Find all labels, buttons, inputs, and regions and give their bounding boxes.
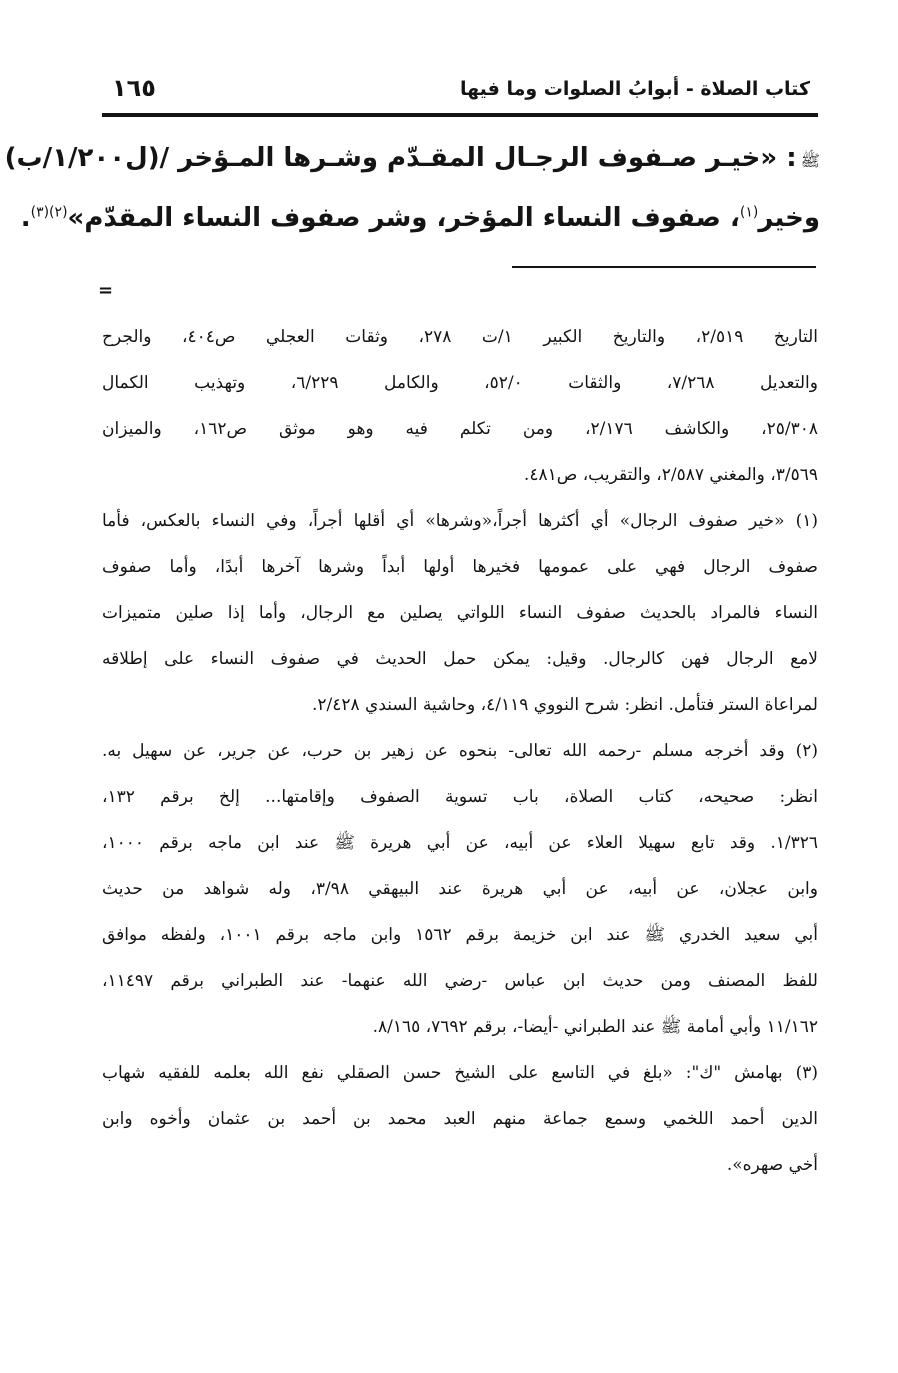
footnote-line-text: بهامش "ك": «بلغ في التاسع على الشيخ حسن الصقلي نفع الله بعلمه للفقيه شهاب xyxy=(102,1063,783,1083)
footnotes xyxy=(102,314,818,1188)
chapter-title: كتاب الصلاة - أبوابُ الصلوات وما فيها xyxy=(459,78,810,100)
continuation-mark: = xyxy=(98,280,114,301)
footnote-number: (٣) xyxy=(795,1063,819,1083)
footnote-line xyxy=(102,1050,818,1096)
hadith-text xyxy=(4,128,820,248)
hadith-line-1 xyxy=(4,128,820,188)
footnote-1 xyxy=(102,498,818,728)
footnote-line xyxy=(102,498,818,544)
footnote-line: التاريخ ٢/٥١٩، والتاريخ الكبير ١/ت ٢٧٨، وثقات العجلي ص٤٠٤، والجرح xyxy=(102,327,818,347)
footnote-line: صفوف الرجال فهي على عمومها فخيرها أولها أبداً وشرها آخرها أبدًا، وأما صفوف xyxy=(102,557,818,577)
footnote-number: (١) xyxy=(795,511,819,531)
footnote-line: لامع الرجال فهن كالرجال. وقيل: يمكن حمل الحديث في صفوف النساء على إطلاقه xyxy=(102,649,818,669)
footnote-separator xyxy=(512,266,816,268)
footnote-ref-1[interactable]: (١) xyxy=(739,204,759,221)
running-header xyxy=(102,72,818,112)
salutation-glyph: ﷺ xyxy=(800,151,820,170)
footnote-line: للفظ المصنف ومن حديث ابن عباس -رضي الله عنهما- عند الطبراني برقم ١١٤٩٧، xyxy=(102,971,818,991)
footnote-line: لمراعاة الستر فتأمل. انظر: شرح النووي ٤/١١٩، وحاشية السندي ٢/٤٢٨. xyxy=(311,695,818,715)
footnote-line: أخي صهره». xyxy=(726,1155,818,1175)
footnote-2 xyxy=(102,728,818,1050)
footnote-line: ١/٣٢٦. وقد تابع سهيلا العلاء عن أبيه، عن أبي هريرة ﷺ عند ابن ماجه برقم ١٠٠٠، xyxy=(102,833,818,853)
footnote-line: ١١/١٦٢ وأبي أمامة ﷺ عند الطبراني -أيضا-، برقم ٧٦٩٢، ٨/١٦٥. xyxy=(372,1017,818,1037)
footnote-line: ٢٥/٣٠٨، والكاشف ٢/١٧٦، ومن تكلم فيه وهو موثق ص١٦٢، والميزان xyxy=(102,419,818,439)
hadith-line-2 xyxy=(20,188,820,248)
hadith-line-2-end: . xyxy=(20,203,31,233)
footnote-continuation xyxy=(102,314,818,498)
footnote-line: الدين أحمد اللخمي وسمع جماعة منهم العبد محمد بن أحمد بن عثمان وأخوه وابن xyxy=(102,1109,818,1129)
footnote-line: النساء فالمراد بالحديث صفوف النساء اللواتي يصلين مع الرجال، وأما إذا صلين متميزات xyxy=(102,603,818,623)
page-number: ١٦٥ xyxy=(112,74,156,102)
footnote-number: (٢) xyxy=(795,741,819,761)
footnote-ref-2-3[interactable]: (٢)(٣) xyxy=(30,204,68,221)
footnote-line-text: وقد أخرجه مسلم -رحمه الله تعالى- بنحوه عن زهير بن حرب، عن جرير، عن سهيل به. xyxy=(102,741,785,761)
footnote-line: انظر: صحيحه، كتاب الصلاة، باب تسوية الصفوف وإقامتها... إلخ برقم ١٣٢، xyxy=(102,787,818,807)
footnote-line: أبي سعيد الخدري ﷺ عند ابن خزيمة برقم ١٥٦٢ وابن ماجه برقم ١٠٠١، ولفظه موافق xyxy=(102,925,818,945)
footnote-3 xyxy=(102,1050,818,1188)
hadith-line-2-text: ، صفوف النساء المؤخر، وشر صفوف النساء المقدّم» xyxy=(67,203,740,233)
footnote-line: والتعديل ٧/٢٦٨، والثقات ٥٢/٠، والكامل ٦/٢٢٩، وتهذيب الكمال xyxy=(102,373,818,393)
footnote-line-text: «خير صفوف الرجال» أي أكثرها أجراً،«وشرها» أي أقلها أجراً، وفي النساء بالعكس، فأما xyxy=(102,511,785,531)
footnote-line: وابن عجلان، عن أبيه، عن أبي هريرة عند البيهقي ٣/٩٨، وله شواهد من حديث xyxy=(102,879,818,899)
footnote-line: ٣/٥٦٩، والمغني ٢/٥٨٧، والتقريب، ص٤٨١. xyxy=(523,465,818,485)
header-divider xyxy=(102,113,818,117)
footnote-line xyxy=(102,728,818,774)
hadith-line-2-start: وخير xyxy=(758,203,820,233)
hadith-line-1-text: : «خيـر صـفوف الرجـال المقـدّم وشـرها المـؤخر /(ل١/٢٠٠/ب) xyxy=(4,143,797,173)
